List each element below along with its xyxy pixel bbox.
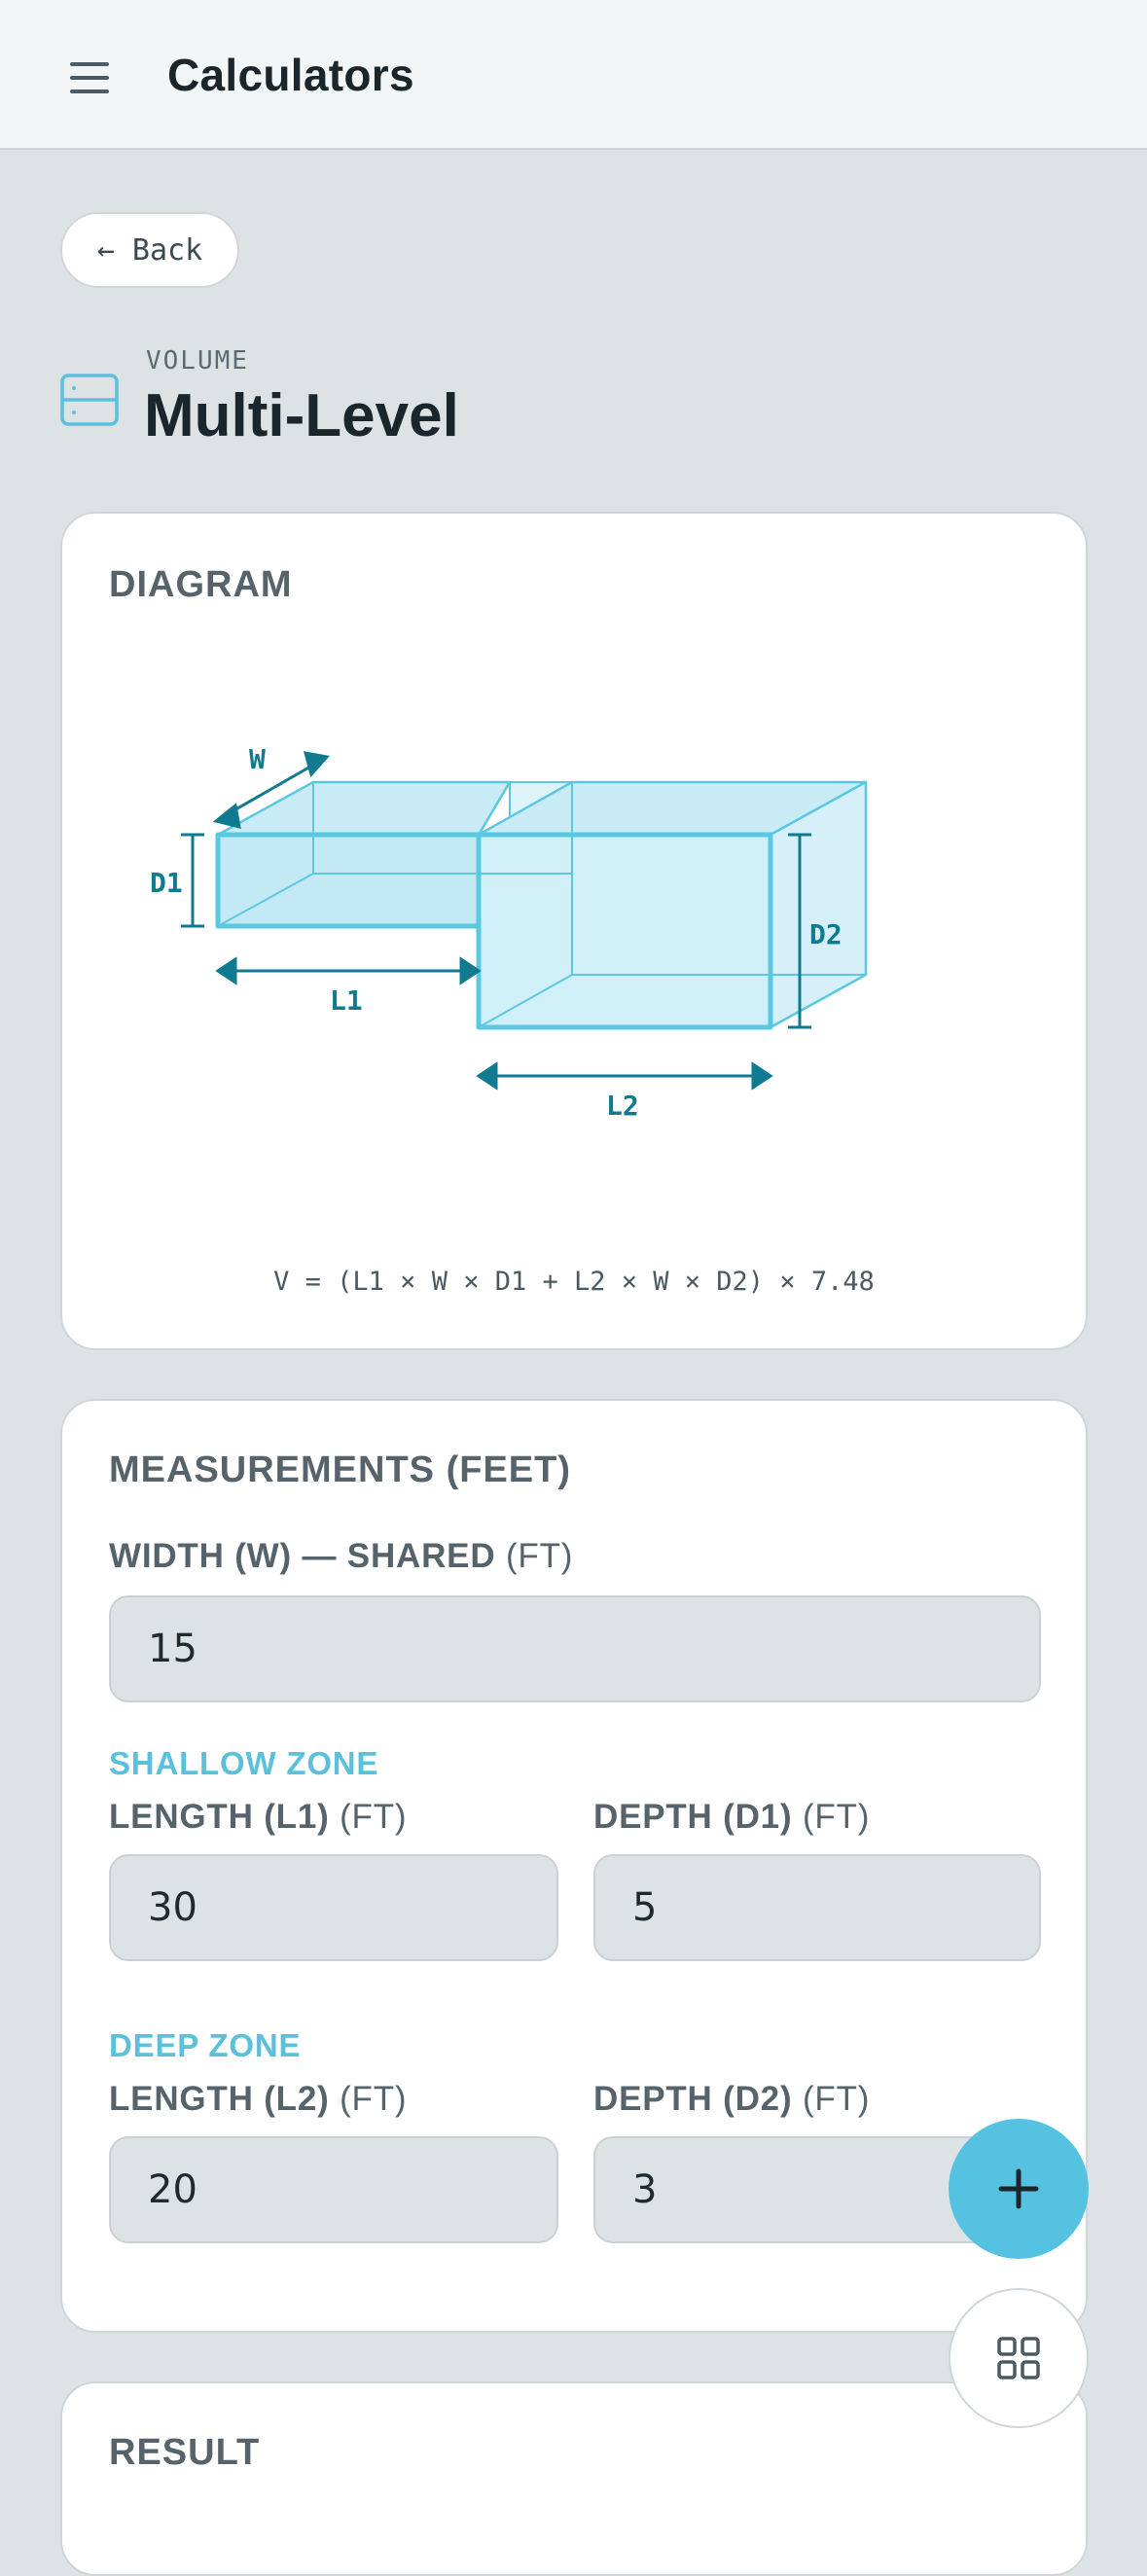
hamburger-menu-icon[interactable] (70, 62, 109, 93)
back-button[interactable]: ← Back (60, 212, 239, 288)
depth-d2-label: DEPTH (D2) (FT) (593, 2080, 871, 2118)
diagram-label-w: W (249, 743, 266, 775)
app-title: Calculators (167, 50, 414, 100)
diagram-label-d1: D1 (150, 867, 183, 899)
multi-level-pool-diagram (62, 514, 1090, 1352)
grid-fab-button[interactable] (949, 2288, 1089, 2428)
result-card-title: RESULT (109, 2432, 261, 2473)
length-l2-label: LENGTH (L2) (FT) (109, 2080, 408, 2118)
measurements-card (60, 1399, 1088, 2333)
add-fab-button[interactable] (949, 2119, 1089, 2259)
pool-levels-icon (60, 374, 119, 426)
shallow-zone-label: SHALLOW ZONE (109, 1745, 379, 1781)
page-title: Multi-Level (144, 382, 459, 449)
plus-icon (995, 2165, 1042, 2212)
depth-d1-label: DEPTH (D1) (FT) (593, 1798, 871, 1836)
volume-formula: V = (L1 × W × D1 + L2 × W × D2) × 7.48 (273, 1267, 875, 1297)
deep-zone-label: DEEP ZONE (109, 2027, 302, 2063)
width-input[interactable] (109, 1595, 1041, 1702)
length-l1-input[interactable] (109, 1854, 558, 1961)
app-bar (0, 0, 1147, 150)
grid-icon (997, 2337, 1040, 2379)
length-l2-input[interactable] (109, 2136, 558, 2243)
length-l1-label: LENGTH (L1) (FT) (109, 1798, 408, 1836)
diagram-label-l2: L2 (606, 1090, 639, 1122)
section-eyebrow: VOLUME (146, 346, 249, 376)
measurements-card-title: MEASUREMENTS (FEET) (109, 1449, 571, 1490)
diagram-label-d2: D2 (809, 918, 842, 950)
depth-d1-input[interactable] (593, 1854, 1041, 1961)
diagram-label-l1: L1 (330, 984, 363, 1017)
result-card (60, 2381, 1088, 2576)
diagram-card (60, 512, 1088, 1350)
diagram-card-title: DIAGRAM (109, 564, 293, 605)
width-label: WIDTH (W) — SHARED (FT) (109, 1537, 574, 1575)
